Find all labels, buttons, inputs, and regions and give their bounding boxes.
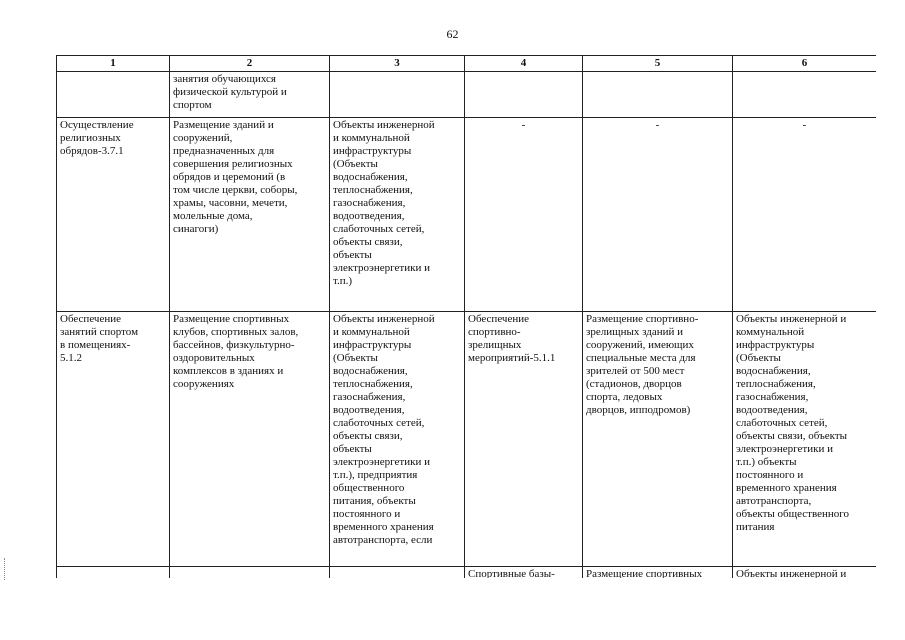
column-header-1: 1 <box>57 56 170 72</box>
column-header-6: 6 <box>733 56 877 72</box>
table-cell <box>465 72 583 118</box>
table-cell: Обеспечение занятий спортом в помещениях- 5.1.2 <box>57 312 170 567</box>
table-cell <box>330 567 465 579</box>
table-cell: Размещение спортивных <box>583 567 733 579</box>
column-header-3: 3 <box>330 56 465 72</box>
column-header-4: 4 <box>465 56 583 72</box>
table-cell: Спортивные базы- <box>465 567 583 579</box>
table-row <box>57 118 877 312</box>
table-cell: Объекты инженерной и коммунальной инфраструктуры (Объекты водоснабжения, теплоснабжения, газоснабжения, водоотведения, слаботочных сетей, объекты связи, объекты электроэнергетики и т.п.) <box>330 118 465 312</box>
document-table-container <box>56 55 876 578</box>
table-cell: Объекты инженерной и <box>733 567 877 579</box>
table-cell: - <box>733 118 877 312</box>
table-cell: Осуществление религиозных обрядов-3.7.1 <box>57 118 170 312</box>
table-cell <box>170 567 330 579</box>
table-row <box>57 312 877 567</box>
table-cell: - <box>583 118 733 312</box>
table-cell <box>57 567 170 579</box>
table-cell: занятия обучающихся физической культурой и спортом <box>170 72 330 118</box>
page-number: 62 <box>446 27 459 41</box>
column-header-5: 5 <box>583 56 733 72</box>
table-cell <box>330 72 465 118</box>
table-header-row <box>57 56 877 72</box>
table-cell: Обеспечение спортивно- зрелищных мероприятий-5.1.1 <box>465 312 583 567</box>
table-cell: Размещение спортивно- зрелищных зданий и сооружений, имеющих специальные места для зрителей от 500 мест (стадионов, дворцов спорта, ледовых дворцов, ипподромов) <box>583 312 733 567</box>
table-cell: - <box>465 118 583 312</box>
table-cell <box>583 72 733 118</box>
scan-edge-mark <box>4 558 8 580</box>
table-cell: Размещение зданий и сооружений, предназначенных для совершения религиозных обрядов и церемоний (в том числе церкви, соборы, храмы, часовни, мечети, молельные дома, синагоги) <box>170 118 330 312</box>
table-row <box>57 72 877 118</box>
zoning-table <box>56 55 876 578</box>
table-cell <box>733 72 877 118</box>
table-row <box>57 567 877 579</box>
table-cell: Размещение спортивных клубов, спортивных залов, бассейнов, физкультурно- оздоровительных комплексов в зданиях и сооружениях <box>170 312 330 567</box>
column-header-2: 2 <box>170 56 330 72</box>
table-cell: Объекты инженерной и коммунальной инфраструктуры (Объекты водоснабжения, теплоснабжения, газоснабжения, водоотведения, слаботочных сетей, объекты связи, объекты электроэнергетики и т.п.) объекты постоянного и временного хранения автотранспорта, объекты общественного питания <box>733 312 877 567</box>
table-cell: Объекты инженерной и коммунальной инфраструктуры (Объекты водоснабжения, теплоснабжения, газоснабжения, водоотведения, слаботочных сетей, объекты связи, объекты электроэнергетики и т.п.), предприятия общественного питания, объекты постоянного и временного хранения автотранспорта, если <box>330 312 465 567</box>
table-cell <box>57 72 170 118</box>
